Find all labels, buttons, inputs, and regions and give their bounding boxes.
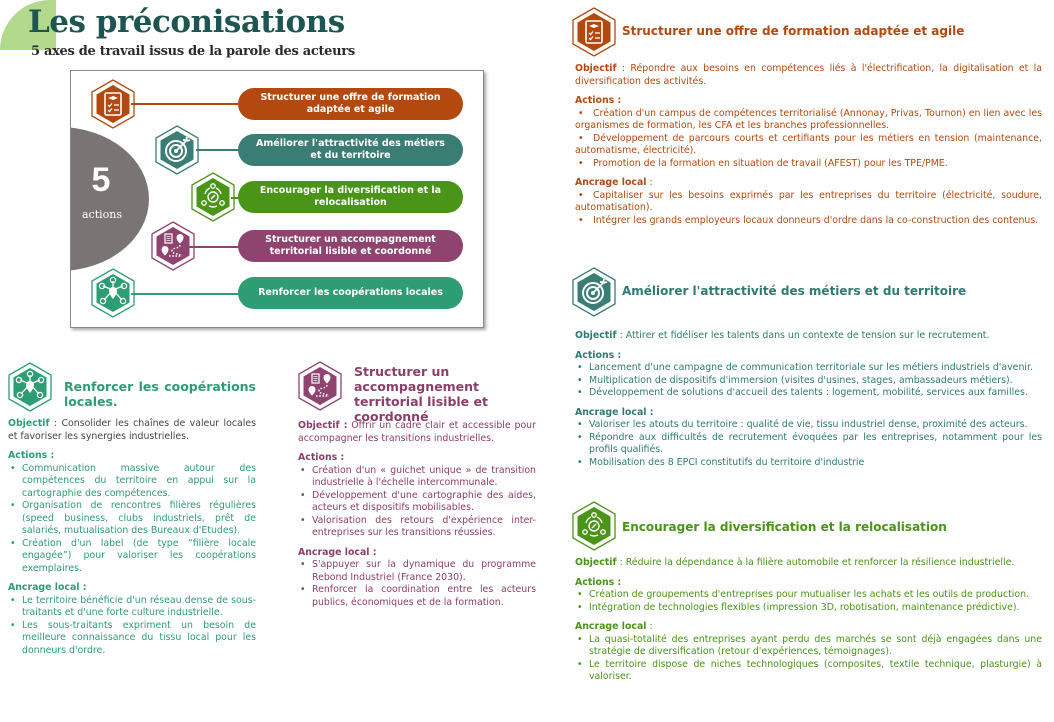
section-accompagnement [298, 420, 536, 609]
section-title-formation: Structurer une offre de formation adaptée et agile [622, 24, 965, 38]
actions-label: Actions : [298, 452, 345, 463]
page-title: Les préconisations [28, 4, 345, 40]
network-icon [8, 362, 52, 412]
list-item: • Mobilisation des 8 EPCI constitutifs du territoire d'industrie [575, 457, 1042, 470]
list-item: • Développement de parcours courts et certifiants pour les métiers en tension (maintenance, automatisme, électricité). [575, 132, 1042, 156]
action-pill-accompagnement[interactable]: Structurer un accompagnement territorial lisible et coordonné [238, 230, 463, 262]
objectif-text: : Attirer et fidéliser les talents dans un contexte de tension sur le recrutement. [616, 330, 990, 341]
ancrage-label: Ancrage local [575, 621, 647, 632]
list-item: • Promotion de la formation en situation de travail (AFEST) pour les TPE/PME. [575, 157, 948, 169]
objectif-text: : Consolider les chaînes de valeur locales et favoriser les synergies industrielles. [8, 418, 256, 442]
list-item: • Valoriser les atouts du territoire : qualité de vie, tissu industriel dense, proximité des acteurs. [575, 419, 1042, 432]
actions-count: 5 [91, 161, 111, 199]
ancrage-label: Ancrage local : [575, 406, 654, 418]
route-map-icon [298, 361, 342, 411]
action-pill-cooperations[interactable]: Renforcer les coopérations locales [238, 277, 463, 309]
list-item: • Création d'un « guichet unique » de transition industrielle à l'échelle intercommunale. [298, 465, 536, 490]
connector-line [131, 293, 241, 295]
list-item: • Capitaliser sur les besoins exprimés par les entreprises du territoire (électricité, soudure, automatisation). [575, 189, 1042, 213]
target-icon [572, 267, 616, 317]
actions-label: Actions : [575, 95, 622, 106]
actions-label: Actions : [575, 349, 622, 361]
objectif-paragraph [298, 420, 536, 445]
training-checklist-icon [572, 7, 616, 57]
objectif-text: Offrir un cadre clair et accessible pour accompagner les transitions industrielles. [298, 420, 536, 444]
list-item: • Renforcer la coordination entre les acteurs publics, économiques et de la formation. [298, 584, 536, 609]
connector-line [196, 149, 241, 151]
objectif-label: Objectif [575, 330, 617, 341]
section-attractivite [575, 330, 1042, 469]
list-item: • Le territoire bénéficie d'un réseau dense de sous-traitants et d'une forte culture industrielle. [8, 595, 256, 620]
objectif-label: Objectif : [298, 420, 348, 431]
list-item: • Communication massive autour des compétences du territoire en appui sur la cartographie des compétences. [8, 463, 256, 501]
target-icon [155, 125, 199, 175]
objectif-label: Objectif [575, 557, 617, 568]
list-item: • Développement d'une cartographie des aides, acteurs et dispositifs mobilisables. [298, 490, 536, 515]
list-item: • Les sous-traitants expriment un besoin de meilleure connaissance du tissu local pour les donneurs d'ordre. [8, 620, 256, 658]
action-pill-diversification[interactable]: Encourager la diversification et la relocalisation [238, 181, 463, 213]
connector-line [189, 246, 241, 248]
list-item: • Intégrer les grands employeurs locaux donneurs d'ordre dans la co-construction des contenus. [575, 214, 1039, 226]
list-item: • S'appuyer sur la dynamique du programme Rebond Industriel (France 2030). [298, 559, 536, 584]
cycle-compass-icon [572, 501, 616, 551]
list-item: • Création de groupements d'entreprises pour mutualiser les achats et les outils de production. [575, 589, 1042, 602]
section-title-attractivite: Améliorer l'attractivité des métiers et du territoire [622, 284, 967, 298]
objectif-paragraph [575, 557, 1042, 570]
objectif-label: Objectif [8, 418, 50, 429]
objectif-paragraph [575, 63, 1042, 88]
list-item: • Valorisation des retours d'expérience inter-entreprises sur les transitions réussies. [298, 515, 536, 540]
ancrage-heading: Ancrage local : [575, 177, 653, 188]
section-title-accompagnement: Structurer un accompagnement territorial lisible et coordonné [354, 364, 488, 424]
ancrage-label: Ancrage local : [8, 582, 87, 593]
list-item: • Création d'un label (de type “filière locale engagée”) pour valoriser les coopérations exemplaires. [8, 538, 256, 576]
list-item: • Développement de solutions d'accueil des talents : logement, mobilité, services aux familles. [575, 387, 1042, 400]
actions-label: Actions : [575, 576, 622, 588]
objectif-text: : Répondre aux besoins en compétences liés à l'électrification, la digitalisation et la diversification des activités. [575, 63, 1042, 87]
objectif-text: : Réduire la dépendance à la filière automobile et renforcer la résilience industrielle. [616, 557, 1015, 568]
route-map-icon [151, 221, 195, 271]
list-item: • Création d'un campus de compétences territorialisé (Annonay, Privas, Tournon) en lien avec les organismes de formation, les CFA et les branches professionnelles. [575, 107, 1042, 131]
training-checklist-icon [91, 79, 135, 129]
section-formation [575, 63, 1042, 227]
ancrage-label: Ancrage local [575, 177, 647, 188]
objectif-paragraph [575, 330, 1042, 343]
action-pill-formation[interactable]: Structurer une offre de formation adaptée et agile [238, 88, 463, 120]
objectif-paragraph [8, 418, 256, 443]
list-item: • Intégration de technologies flexibles (impression 3D, robotisation, maintenance prédictive). [575, 602, 1042, 615]
list-item: • Multiplication de dispositifs d'immersion (visites d'usines, stages, ambassadeurs métiers). [575, 375, 1042, 388]
section-cooperations [8, 418, 256, 657]
section-diversification [575, 557, 1042, 684]
infographic-card [70, 70, 484, 328]
page-subtitle: 5 axes de travail issus de la parole des acteurs [31, 44, 355, 59]
objectif-label: Objectif [575, 63, 617, 74]
list-item: • Répondre aux difficultés de recrutement évoquées par les entreprises, notamment pour les profils qualifiés. [575, 432, 1042, 457]
section-title-cooperations: Renforcer les coopérations locales. [64, 379, 256, 409]
actions-count-label: actions [81, 208, 122, 221]
network-icon [91, 268, 135, 318]
list-item: • La quasi-totalité des entreprises ayant perdu des marchés se sont déjà engagées dans une stratégie de diversification (retour d'expériences, témoignages). [575, 634, 1042, 659]
ancrage-label: Ancrage local : [298, 546, 377, 558]
action-pill-attractivite[interactable]: Améliorer l'attractivité des métiers et du territoire [238, 134, 463, 166]
cycle-compass-icon [191, 172, 235, 222]
list-item: • Lancement d'une campagne de communication territoriale sur les métiers industriels d'avenir. [575, 362, 1042, 375]
connector-line [131, 103, 241, 105]
list-item: • Organisation de rencontres filières régulières (speed business, clubs industriels, prêt de salariés, mutualisation des Bureaux d'Etudes). [8, 500, 256, 538]
actions-label: Actions : [8, 450, 55, 461]
ancrage-heading: Ancrage local : [575, 621, 653, 632]
list-item: • Le territoire dispose de niches technologiques (composites, textile technique, plasturgie) à valoriser. [575, 659, 1042, 684]
section-title-diversification: Encourager la diversification et la relocalisation [622, 520, 947, 534]
